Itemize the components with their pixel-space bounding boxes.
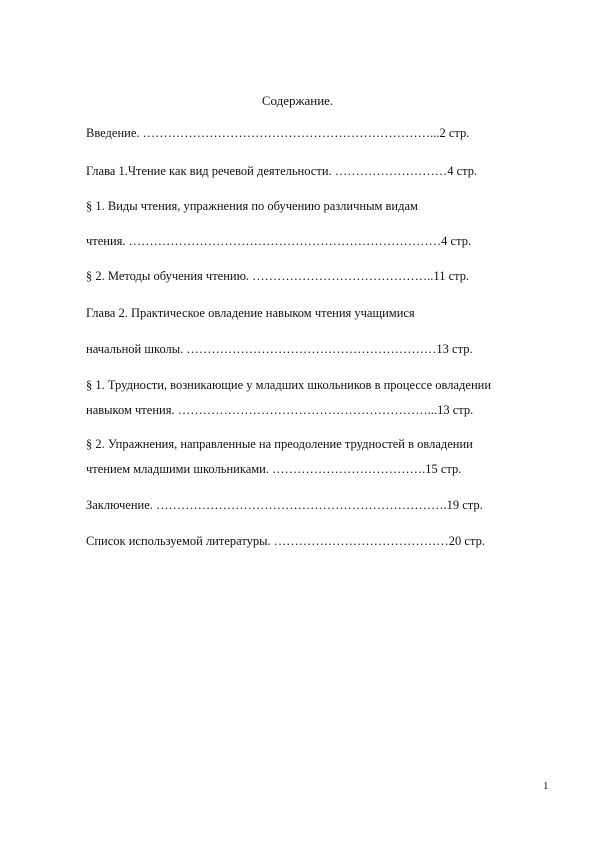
toc-title: Содержание. bbox=[261, 93, 334, 108]
toc-line-chapter-2b: начальной школы. ……………………………………………………13 стр. bbox=[86, 342, 473, 356]
toc-line-section-1-1b: чтения. …………………………………………………………………4 стр. bbox=[86, 234, 472, 248]
toc-line-bibliography: Список используемой литературы. ……………………………………20 стр. bbox=[86, 534, 485, 548]
page-number: 1 bbox=[543, 780, 549, 792]
toc-line-section-2-2a: § 2. Упражнения, направленные на преодоление трудностей в овладении bbox=[86, 437, 473, 451]
toc-line-chapter-2a: Глава 2. Практическое овладение навыком чтения учащимися bbox=[86, 306, 415, 320]
toc-line-introduction: Введение. ……………………………………………………………...2 стр. bbox=[86, 126, 470, 140]
toc-line-section-2-1b: навыком чтения. ……………………………………………………...13 стр. bbox=[86, 403, 474, 417]
toc-line-section-2-2b: чтением младшими школьниками. ……………………………….15 стр. bbox=[86, 462, 462, 476]
toc-line-section-2-1a: § 1. Трудности, возникающие у младших школьников в процессе овладении bbox=[86, 378, 492, 392]
toc-line-section-1-1a: § 1. Виды чтения, упражнения по обучению различным видам bbox=[86, 199, 418, 213]
toc-line-chapter-1: Глава 1.Чтение как вид речевой деятельности. ………………………4 стр. bbox=[86, 164, 478, 178]
toc-line-section-1-2: § 2. Методы обучения чтению. ……………………………………..11 стр. bbox=[86, 269, 470, 283]
toc-line-conclusion: Заключение. …………………………………………………………….19 стр. bbox=[86, 498, 483, 512]
